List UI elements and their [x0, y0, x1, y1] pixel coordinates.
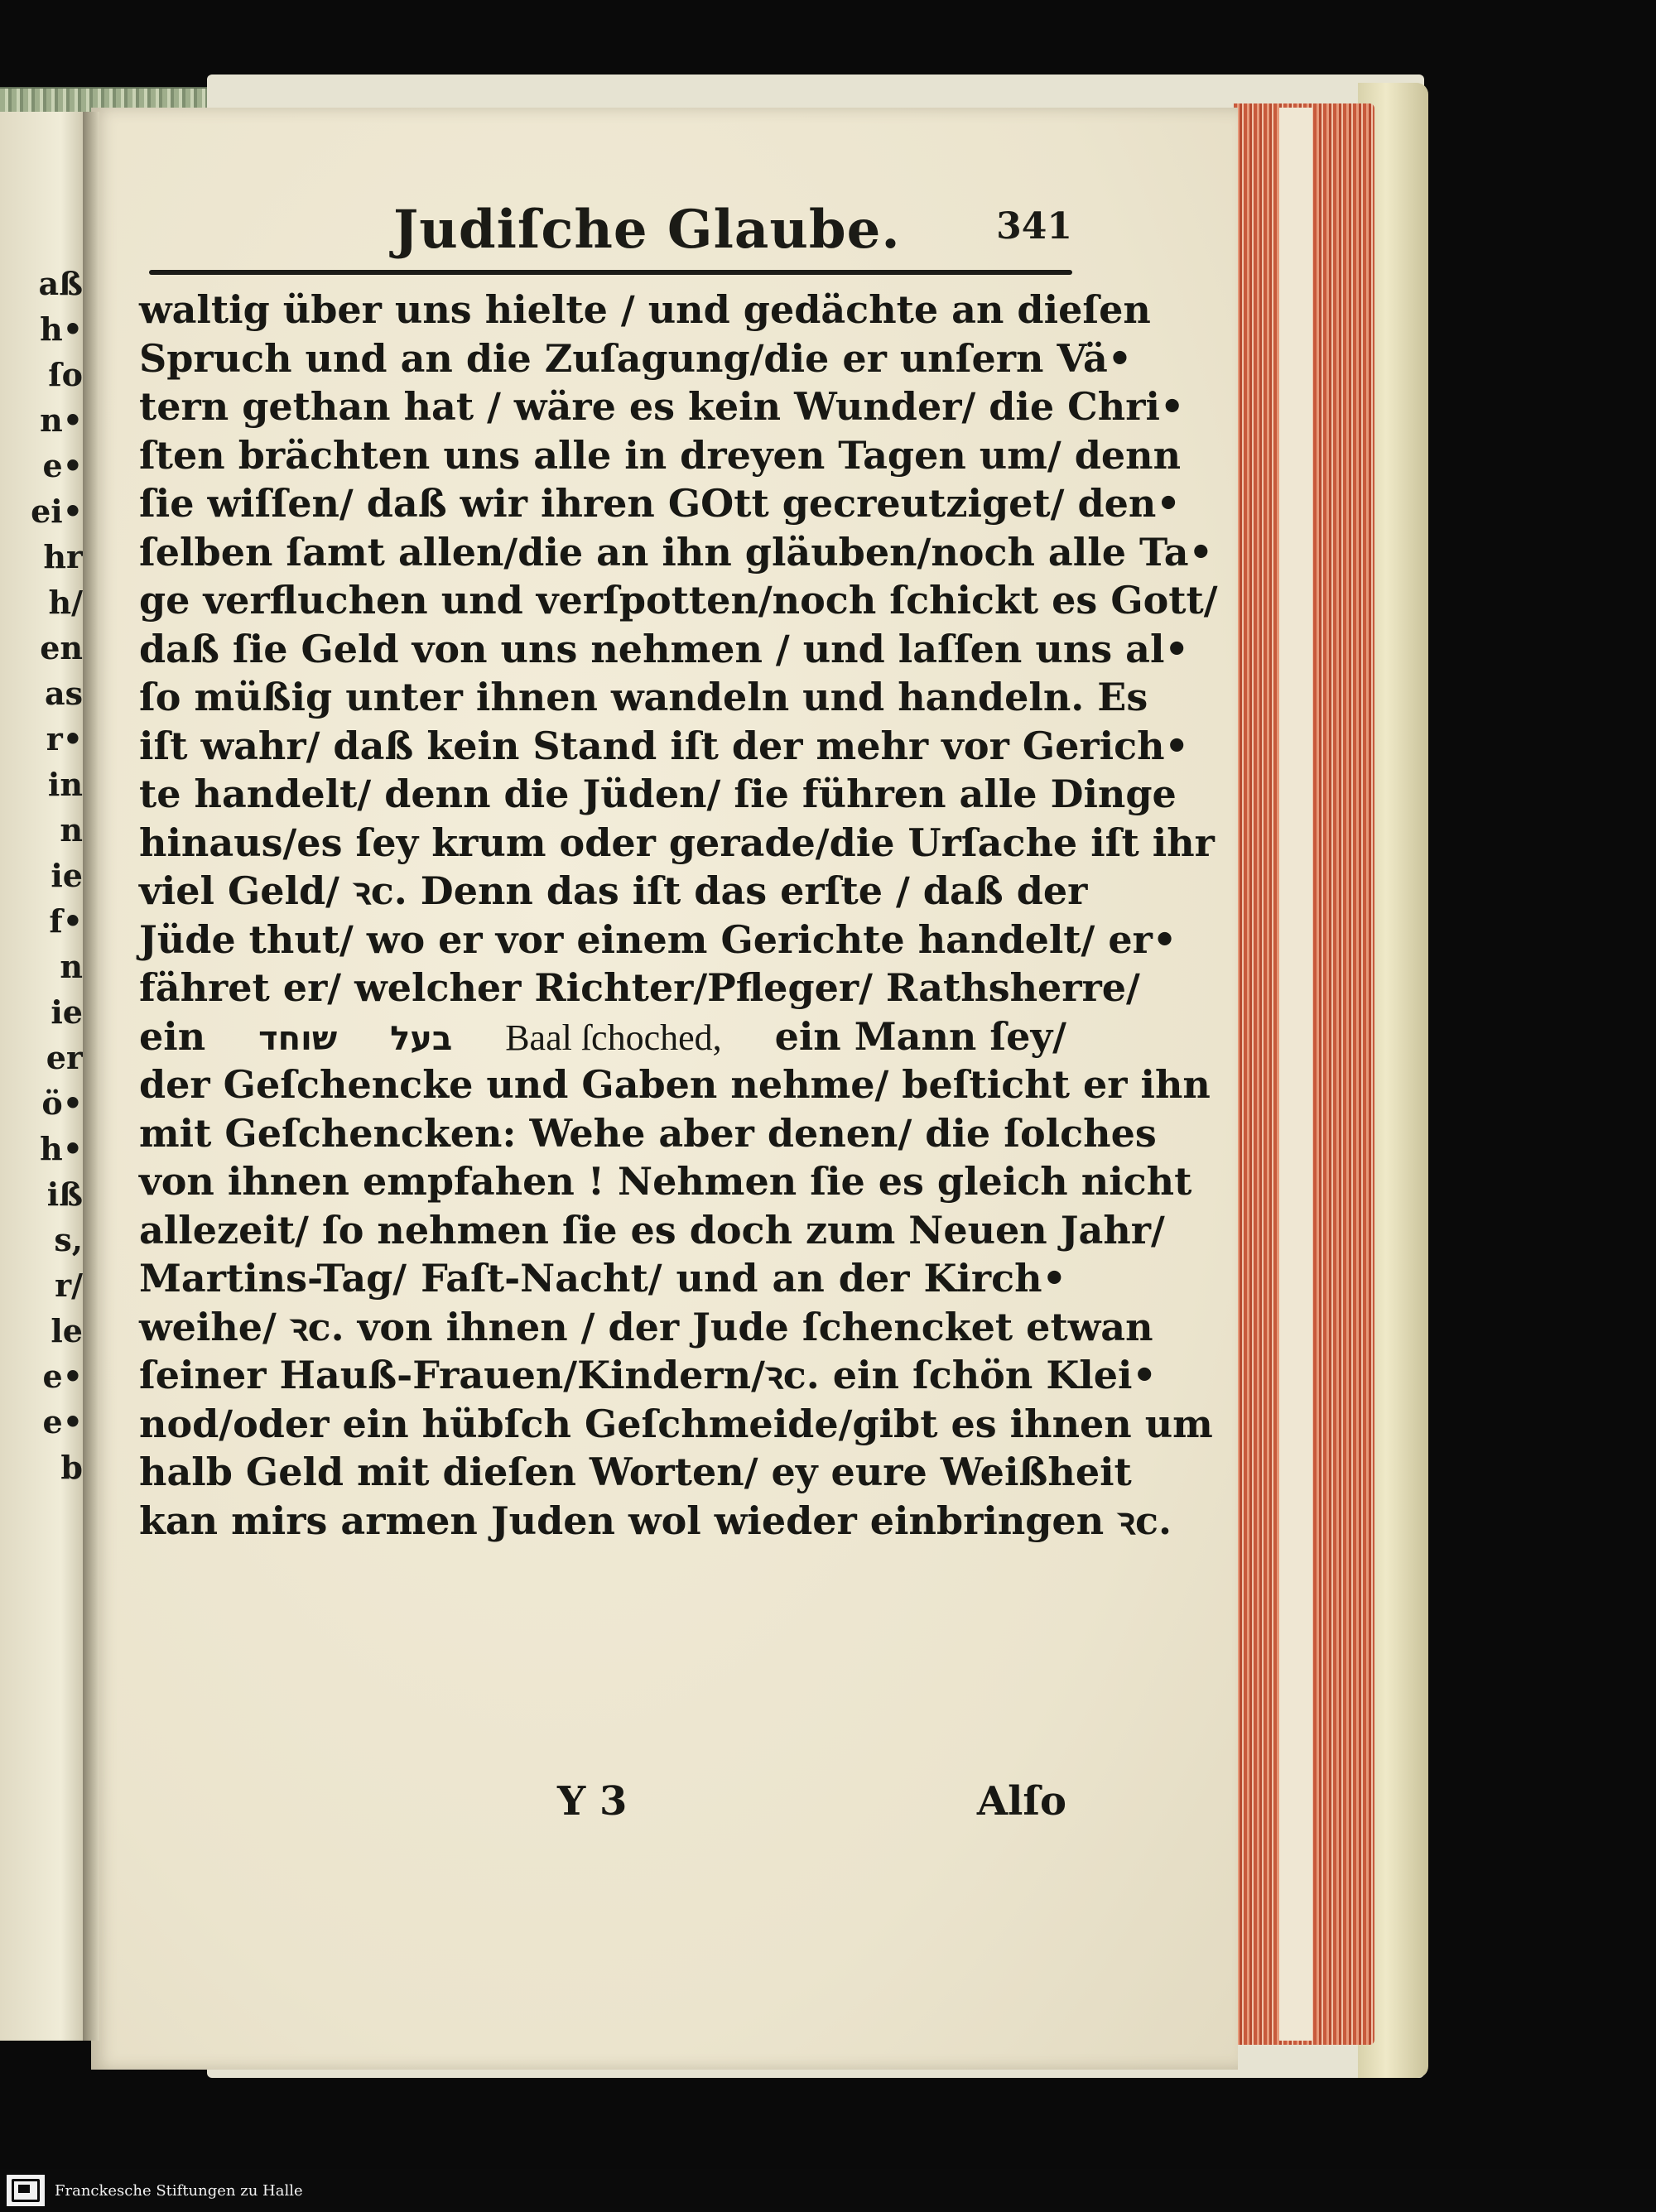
text-line: Spruch und an die Zuſagung/die er unſern Vä• — [139, 335, 1133, 381]
left-page-fragment: aß — [38, 265, 83, 302]
text-line: ſie wiſſen/ daß wir ihren GOtt gecreutziget/ den• — [139, 481, 1181, 526]
text-line: von ihnen empfahen ! Nehmen ſie es gleich nicht — [139, 1159, 1192, 1204]
text-line: hinaus/es ſey krum oder gerade/die Urſache iſt ihr — [139, 820, 1215, 865]
left-page-fragment: e• — [42, 1358, 83, 1395]
left-page-fragment: h• — [40, 310, 83, 348]
left-page-fragment: le — [51, 1312, 83, 1349]
left-page-fragment: in — [47, 766, 83, 803]
text-line: viel Geld/ ꝛc. Denn das iſt das erſte / daß der — [139, 868, 1088, 913]
text-line: ſelben ſamt allen/die an ihn gläuben/noch alle Ta• — [139, 529, 1214, 575]
text-line: ſo müßig unter ihnen wandeln und handeln. Es — [139, 675, 1148, 719]
left-page-fragment: n — [60, 811, 83, 849]
left-page — [0, 112, 87, 2041]
book-gutter — [83, 112, 99, 2041]
hebrew-word-schoched: שוחד — [258, 1019, 338, 1058]
left-page-fragment: ie — [51, 993, 83, 1031]
text-line: waltig über uns hielte / und gedächte an dieſen — [139, 287, 1151, 332]
text-line: te handelt/ denn die Jüden/ ſie führen alle Dinge — [139, 772, 1177, 816]
catchword: Alſo — [976, 1778, 1066, 1825]
signature-mark: Y 3 — [557, 1778, 628, 1825]
text-line: fähret er/ welcher Richter/Pfleger/ Rathsherre/ — [139, 965, 1140, 1010]
running-title: Judiſche Glaube. — [393, 199, 901, 261]
left-page-fragment: ſo — [48, 356, 83, 393]
text-line: allezeit/ ſo nehmen ſie es doch zum Neuen Jahr/ — [139, 1207, 1165, 1253]
text-line: ſeiner Hauß-Frauen/Kindern/ꝛc. ein ſchön Klei• — [139, 1353, 1157, 1397]
text-line: weihe/ ꝛc. von ihnen / der Jude ſchencket etwan — [139, 1304, 1153, 1349]
header-rule — [149, 270, 1072, 275]
institution-name: Franckesche Stiftungen zu Halle — [55, 2181, 303, 2200]
page-header — [149, 199, 1072, 265]
hebrew-text-line — [139, 1012, 1066, 1061]
text-line: daß ſie Geld von uns nehmen / und laſſen uns al• — [139, 626, 1189, 671]
left-page-fragment: en — [40, 629, 83, 666]
text-line: ſten brächten uns alle in dreyen Tagen um/ denn — [139, 432, 1182, 478]
text-line: tern gethan hat / wäre es kein Wunder/ die Chri• — [139, 384, 1185, 429]
text-line: iſt wahr/ daß kein Stand iſt der mehr vor Gerich• — [139, 723, 1189, 768]
left-page-fragment: er — [46, 1039, 83, 1076]
text-line: nod/oder ein hübſch Geſchmeide/gibt es ihnen um — [139, 1401, 1213, 1446]
left-page-fragment: e• — [42, 447, 83, 484]
hebrew-line-end: ein Mann ſey/ — [774, 1013, 1066, 1059]
text-line: Martins-Tag/ Faſt-Nacht/ und an der Kirch• — [139, 1256, 1066, 1301]
left-page-fragment: ie — [51, 857, 83, 894]
text-line: halb Geld mit dieſen Worten/ ey eure Weißheit — [139, 1450, 1132, 1494]
left-page-text-fragments — [8, 261, 83, 1490]
page-number: 341 — [996, 205, 1072, 248]
left-page-fragment: iß — [46, 1176, 83, 1213]
left-page-fragment: s, — [54, 1221, 83, 1258]
left-page-fragment: ei• — [31, 493, 83, 530]
left-page-fragment: hr — [43, 538, 83, 575]
left-page-fragment: b — [60, 1449, 83, 1486]
text-line: mit Geſchencken: Wehe aber denen/ die ſolches — [139, 1110, 1157, 1156]
left-page-fragment: h/ — [48, 584, 83, 621]
text-line: kan mirs armen Juden wol wieder einbringen ꝛc. — [139, 1498, 1172, 1543]
left-page-fragment: f• — [49, 902, 83, 940]
hebrew-line-start: ein — [139, 1013, 206, 1059]
left-page-fragment: n — [60, 948, 83, 985]
page-body — [139, 286, 1218, 1545]
left-page-fragment: h• — [40, 1130, 83, 1167]
left-page-fragment: ö• — [41, 1084, 83, 1122]
institution-bar — [0, 2169, 1656, 2212]
text-line: der Geſchencke und Gaben nehme/ beſticht er ihn — [139, 1062, 1211, 1107]
text-line: Jüde thut/ wo er vor einem Gerichte handelt/ er• — [139, 916, 1177, 962]
page-stack-inner — [1279, 108, 1312, 2041]
left-page-fragment: e• — [42, 1403, 83, 1440]
left-page-fragment: r• — [46, 720, 83, 757]
left-page-fragment: r/ — [55, 1267, 83, 1304]
page-footer — [139, 1778, 1066, 1836]
hebrew-word-baal: בעל — [390, 1019, 453, 1058]
left-page-fragment: n• — [40, 402, 83, 439]
transliteration: Baal ſchoched, — [505, 1017, 722, 1058]
left-page-fragment: as — [44, 675, 83, 712]
logo-mark-icon — [12, 2179, 40, 2202]
institution-logo-icon — [7, 2175, 45, 2206]
text-line: ge verfluchen und verſpotten/noch ſchickt es Gott/ — [139, 578, 1218, 623]
